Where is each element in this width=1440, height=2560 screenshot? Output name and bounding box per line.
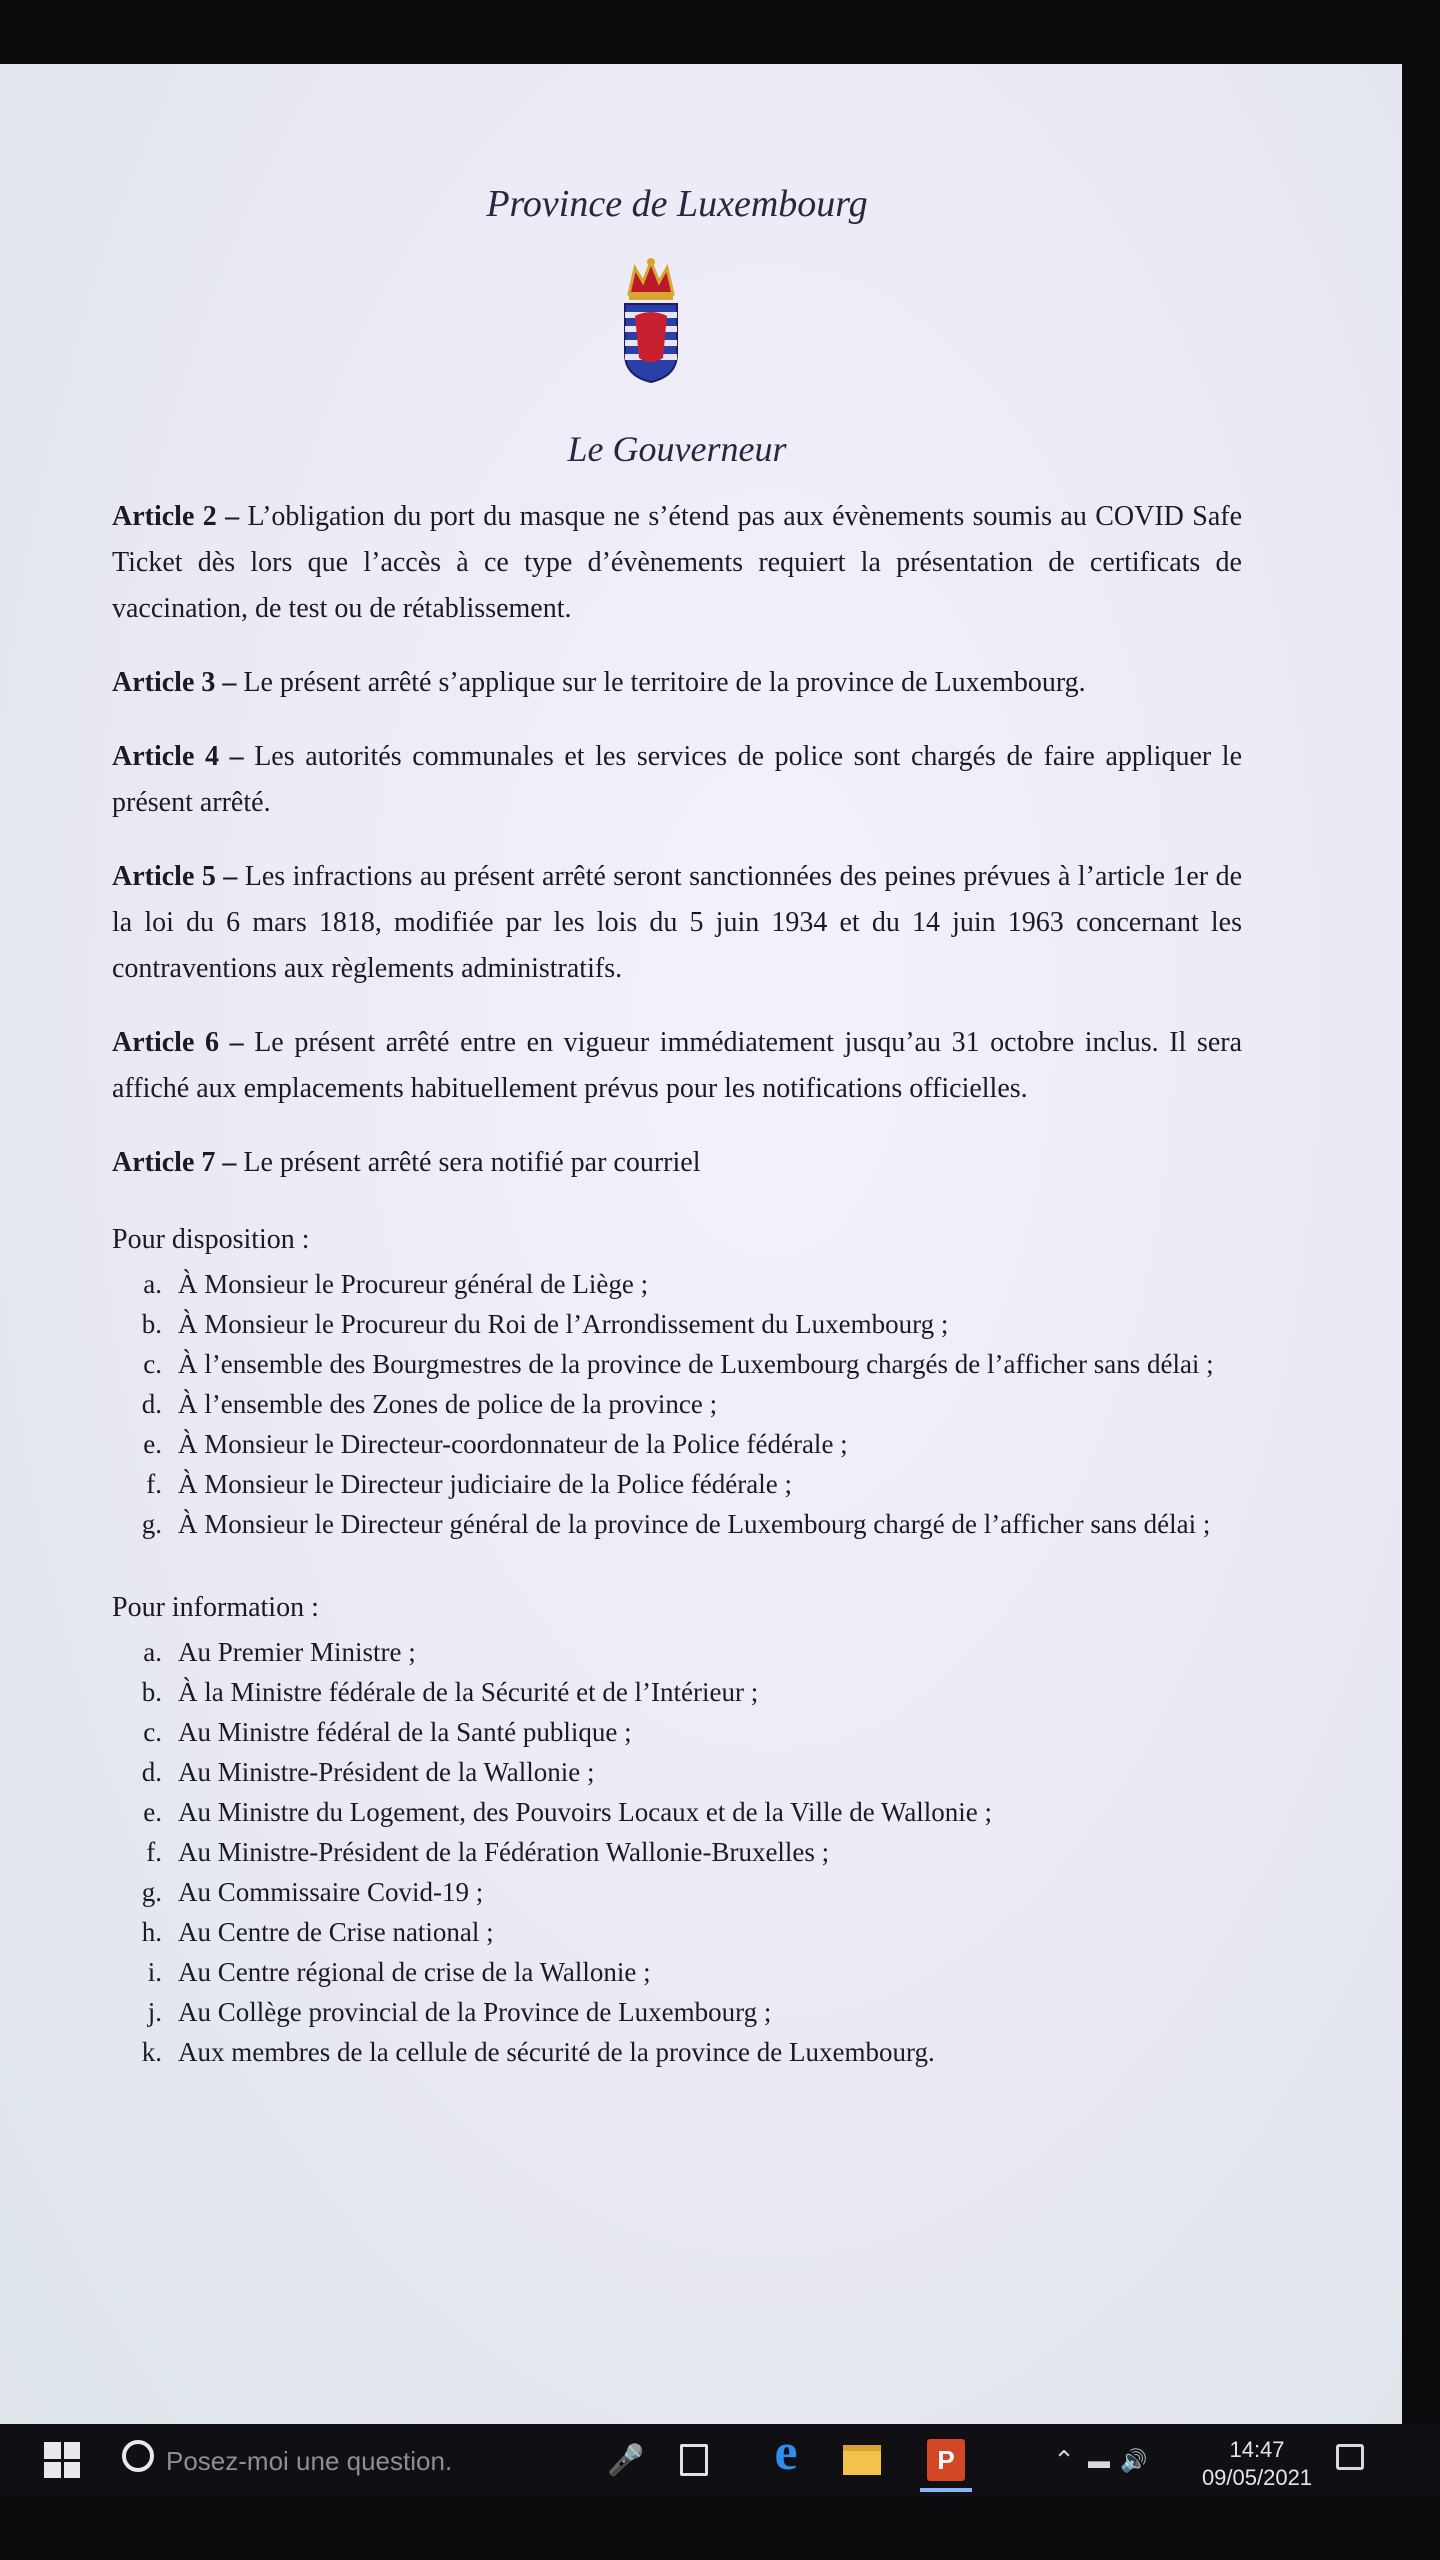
article-text: Le présent arrêté entre en vigueur immédiatement jusqu’au 31 octobre inclus. Il sera affiché aux emplacements habituellement prévus pour les notifications officielles. (112, 1027, 1242, 1104)
list-item (112, 1712, 1242, 1752)
list-item (112, 1912, 1242, 1952)
taskbar-clock[interactable] (1192, 2436, 1322, 2492)
information-list (112, 1632, 1242, 2072)
list-item (112, 1832, 1242, 1872)
windows-start-icon[interactable] (44, 2442, 80, 2478)
list-item (112, 1504, 1242, 1544)
list-text: Au Ministre du Logement, des Pouvoirs Locaux et de la Ville de Wallonie ; (178, 1797, 993, 1827)
article-text: L’obligation du port du masque ne s’étend pas aux évènements soumis au COVID Safe Ticket dès lors que l’accès à ce type d’évènements requiert la présentation de certificats de vaccination, de test ou de rétablissement. (112, 501, 1243, 624)
header-subtitle: Le Gouverneur (567, 429, 787, 469)
list-text: Aux membres de la cellule de sécurité de la province de Luxembourg. (178, 2037, 935, 2067)
list-marker: i. (147, 1957, 162, 1987)
list-text: À la Ministre fédérale de la Sécurité et de l’Intérieur ; (178, 1677, 759, 1707)
list-text: Au Collège provincial de la Province de Luxembourg ; (178, 1997, 772, 2027)
list-marker: f. (146, 1469, 162, 1499)
list-marker: a. (143, 1637, 162, 1667)
list-item (112, 1304, 1242, 1344)
list-text: À l’ensemble des Zones de police de la province ; (178, 1389, 718, 1419)
microphone-icon[interactable]: 🎤 (607, 2443, 645, 2477)
list-marker: e. (143, 1797, 162, 1827)
list-item (112, 1752, 1242, 1792)
list-text: Au Ministre-Président de la Wallonie ; (178, 1757, 595, 1787)
list-item (112, 1872, 1242, 1912)
article-paragraph (112, 1020, 1242, 1112)
list-marker: j. (147, 1997, 162, 2027)
system-tray (1088, 2448, 1157, 2474)
list-marker: b. (141, 1309, 162, 1339)
file-explorer-icon[interactable] (840, 2438, 884, 2482)
edge-icon[interactable]: e (774, 2423, 798, 2481)
article-paragraph (112, 494, 1242, 632)
list-text: Au Ministre-Président de la Fédération Wallonie-Bruxelles ; (178, 1837, 830, 1867)
list-marker: k. (141, 2037, 162, 2067)
article-text: Le présent arrêté sera notifié par courriel (236, 1147, 701, 1178)
list-text: Au Ministre fédéral de la Santé publique ; (178, 1717, 632, 1747)
list-marker: a. (143, 1269, 162, 1299)
chevron-up-icon[interactable]: ⌃ (1053, 2444, 1075, 2475)
document-body (112, 494, 1242, 2072)
list-item (112, 1632, 1242, 1672)
list-text: À Monsieur le Directeur général de la province de Luxembourg chargé de l’afficher sans délai ; (178, 1509, 1211, 1539)
disposition-title: Pour disposition : (112, 1224, 310, 1255)
list-marker: g. (141, 1509, 162, 1539)
volume-icon[interactable]: 🔊 (1120, 2448, 1158, 2473)
article-paragraph (112, 854, 1242, 992)
list-marker: d. (141, 1389, 162, 1419)
article-paragraph (112, 1140, 1242, 1186)
list-text: À l’ensemble des Bourgmestres de la province de Luxembourg chargés de l’afficher sans délai ; (178, 1349, 1214, 1379)
article-text: Les infractions au présent arrêté seront sanctionnées des peines prévues à l’article 1er de la loi du 6 mars 1818, modifiée par les lois du 5 juin 1934 et du 14 juin 1963 concernant les contraventions aux règlements administratifs. (112, 861, 1242, 984)
list-marker: b. (141, 1677, 162, 1707)
article-text: Le présent arrêté s’applique sur le territoire de la province de Luxembourg. (236, 667, 1086, 698)
list-item (112, 1464, 1242, 1504)
list-text: Au Premier Ministre ; (178, 1637, 416, 1667)
coat-of-arms-icon (621, 254, 681, 384)
article-label: Article 5 – (112, 861, 238, 892)
clock-time: 14:47 (1229, 2437, 1285, 2462)
powerpoint-icon[interactable]: P (920, 2432, 972, 2492)
clock-date: 09/05/2021 (1201, 2465, 1313, 2490)
article-text: Les autorités communales et les services de police sont chargés de faire appliquer le présent arrêté. (112, 741, 1242, 818)
article-label: Article 4 – (112, 741, 244, 772)
list-text: À Monsieur le Directeur judiciaire de la Police fédérale ; (178, 1469, 792, 1499)
list-text: Au Centre de Crise national ; (178, 1917, 494, 1947)
list-marker: h. (141, 1917, 162, 1947)
list-marker: c. (143, 1717, 162, 1747)
list-marker: f. (146, 1837, 162, 1867)
article-label: Article 2 – (112, 501, 240, 532)
list-item (112, 2032, 1242, 2072)
list-text: Au Centre régional de crise de la Wallonie ; (178, 1957, 651, 1987)
list-item (112, 1264, 1242, 1304)
article-paragraph (112, 734, 1242, 826)
list-item (112, 1424, 1242, 1464)
list-item (112, 1992, 1242, 2032)
list-item (112, 1384, 1242, 1424)
list-marker: d. (141, 1757, 162, 1787)
list-item (112, 1792, 1242, 1832)
disposition-list (112, 1264, 1242, 1544)
header-title: Province de Luxembourg (486, 183, 868, 225)
cortana-icon[interactable] (122, 2440, 154, 2472)
list-marker: e. (143, 1429, 162, 1459)
list-marker: g. (141, 1877, 162, 1907)
list-text: À Monsieur le Directeur-coordonnateur de la Police fédérale ; (178, 1429, 848, 1459)
document-screen (0, 64, 1402, 2424)
network-icon[interactable]: ▬ (1088, 2448, 1120, 2473)
list-item (112, 1672, 1242, 1712)
information-title: Pour information : (112, 1592, 319, 1623)
article-paragraph (112, 660, 1242, 706)
list-text: Au Commissaire Covid-19 ; (178, 1877, 484, 1907)
list-text: À Monsieur le Procureur du Roi de l’Arrondissement du Luxembourg ; (178, 1309, 949, 1339)
article-label: Article 6 – (112, 1027, 244, 1058)
article-label: Article 7 – (112, 1147, 237, 1178)
list-marker: c. (143, 1349, 162, 1379)
list-text: À Monsieur le Procureur général de Liège ; (178, 1269, 649, 1299)
list-item (112, 1344, 1242, 1384)
task-view-icon[interactable] (672, 2438, 716, 2482)
article-label: Article 3 – (112, 667, 237, 698)
list-item (112, 1952, 1242, 1992)
taskbar (0, 2424, 1440, 2496)
notification-icon[interactable] (1336, 2444, 1364, 2470)
taskbar-search-input[interactable]: Posez-moi une question. (166, 2446, 453, 2476)
